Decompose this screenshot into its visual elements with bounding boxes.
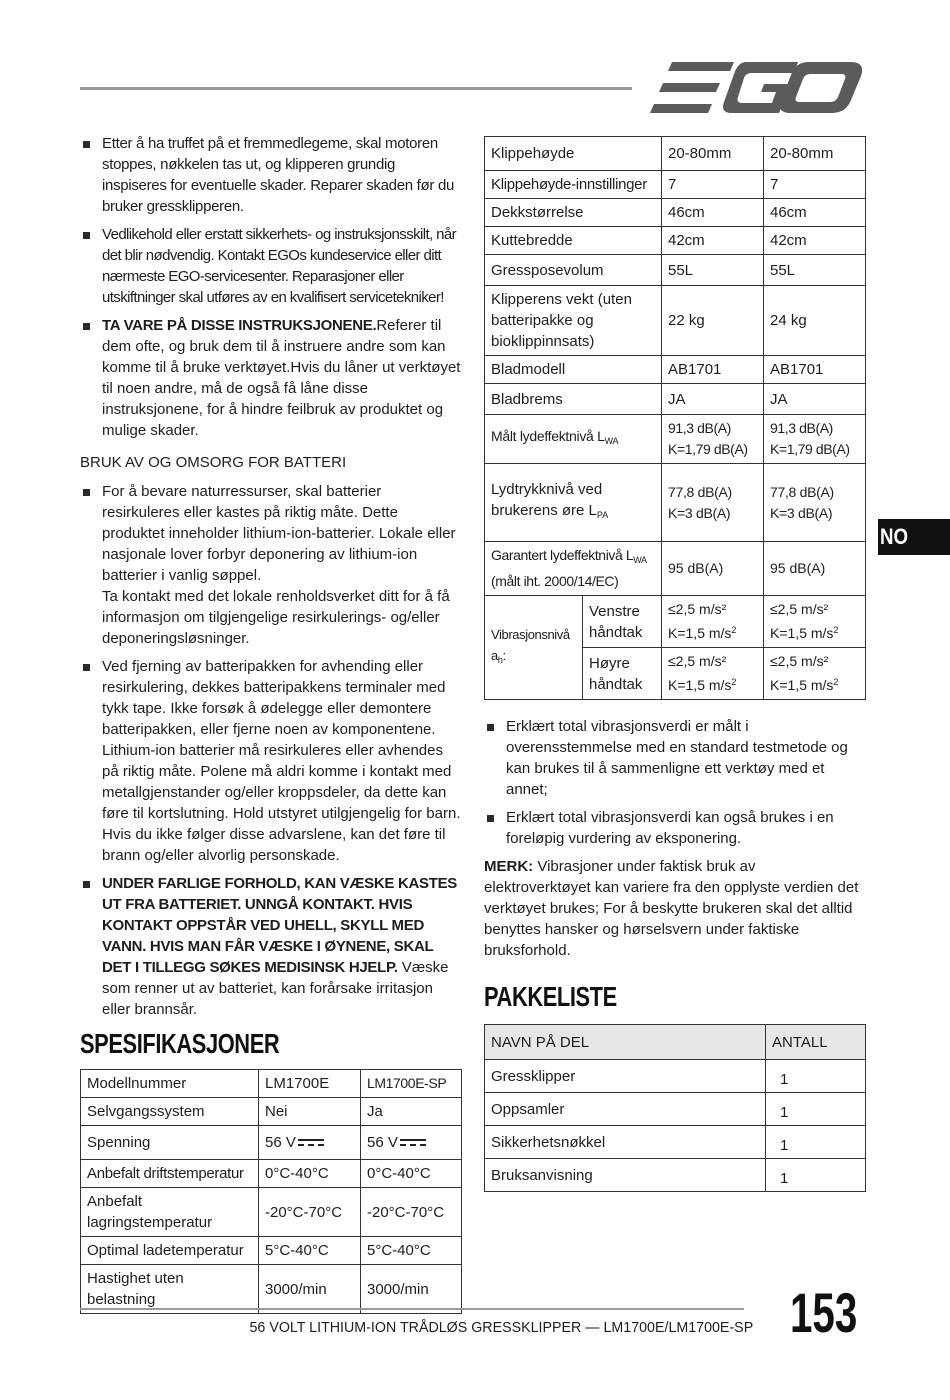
list-item — [80, 133, 462, 217]
list-item — [80, 315, 462, 441]
list-item — [80, 481, 462, 649]
spec-value-a: LM1700E — [259, 1070, 361, 1098]
spec-value-a — [662, 415, 764, 464]
spec-label: Klipperens vekt (uten batteripakke og bioklippinnsats) — [485, 286, 662, 356]
dc-symbol-icon — [298, 1138, 324, 1148]
spec-label: Gressposevolum — [485, 255, 662, 286]
value-line: K=1,5 m/s — [668, 625, 732, 641]
bullet-body: Væske som renner ut av batteriet, kan forårsake irritasjon eller brannsår. — [102, 959, 449, 1018]
spec-label: Selvgangssystem — [81, 1098, 259, 1126]
bullet-square-icon — [83, 141, 90, 148]
bullet-text: Erklært total vibrasjonsverdi kan også brukes i en foreløpig vurdering av eksponering. — [506, 809, 834, 847]
spec-value-b: Ja — [361, 1098, 462, 1126]
spec-label: Klippehøyde — [485, 137, 662, 171]
spec-label — [485, 542, 662, 596]
value-line: K=1,5 m/s — [668, 677, 732, 693]
spec-value-b — [764, 596, 866, 648]
ego-logo — [650, 62, 864, 114]
vibration-sublabel: Venstre håndtak — [583, 596, 662, 648]
spec-value-b: -20°C-70°C — [361, 1188, 462, 1237]
table-row — [485, 1159, 866, 1192]
value-line: 77,8 dB(A) — [668, 483, 732, 500]
spec-value-b: 46cm — [764, 199, 866, 227]
spec-value-a: 55L — [662, 255, 764, 286]
bullet-body: For å bevare naturressurser, skal batterier resirkuleres eller kastes på riktig måte. Dette produktet inneholder lithium-ion-batterier. Lokale eller nasjonale lover forbyr deponering av lithium-ion batterier i vanlig søppel. — [102, 483, 456, 584]
spec-value-a: 7 — [662, 171, 764, 199]
part-qty: 1 — [766, 1093, 866, 1126]
spec-value-b — [361, 1126, 462, 1160]
superscript: 2 — [833, 625, 839, 635]
spec-value-b — [764, 648, 866, 700]
spec-value-a: 3000/min — [259, 1265, 361, 1314]
spec-label: Dekkstørrelse — [485, 199, 662, 227]
value-line: K=3 dB(A) — [668, 504, 731, 521]
bullet-body: Referer til dem ofte, og bruk dem til å instruere andre som kan komme til å bruke verktøyet.Hvis du låner ut verktøyet til noen andre, må de også få låne disse instruksjonene, for å hindre feilbruk av produktet og mulige skader. — [102, 317, 461, 439]
spec-value-b — [764, 464, 866, 542]
spec-value-a: AB1701 — [662, 356, 764, 384]
value-line: ≤2,5 m/s² — [668, 601, 727, 617]
spec-label: Optimal ladetemperatur — [81, 1237, 259, 1265]
bullet-square-icon — [487, 815, 494, 822]
table-row — [485, 137, 866, 171]
spec-label: Anbefalt driftstemperatur — [81, 1160, 259, 1188]
bullet-text: Ved fjerning av batteripakken for avhending eller resirkulering, dekkes batteripakkens terminaler med tykk tape. Ikke forsøk å ødelegge eller demontere batteripakken, eller fjerne noen av komponentene. Lithium-ion batterier må resirkuleres eller avhendes på riktig måte. Polene må aldri komme i kontakt med metallgjenstander og/eller kroppsdeler, da dette kan føre til kortslutning. Hold utstyret utilgjengelig for barn. Hvis du ikke følger disse advarslene, kan det føre til brann og/eller alvorlig personskade. — [102, 658, 461, 864]
table-row — [485, 227, 866, 255]
note-text: Vibrasjoner under faktisk bruk av elektroverktøyet kan variere fra den opplyste verdien det verktøyet brukes; For å beskytte brukeren skal det alltid benyttes hansker og hørselsvern under faktiske bruksforhold. — [484, 858, 859, 959]
language-tab-label: NO — [880, 524, 909, 549]
list-item — [80, 873, 462, 1020]
bullet-square-icon — [83, 881, 90, 888]
spec-value-a: -20°C-70°C — [259, 1188, 361, 1237]
spec-value-b: 42cm — [764, 227, 866, 255]
part-qty: 1 — [766, 1159, 866, 1192]
label-text: Vibrasjonsnivå a — [491, 627, 570, 663]
spec-value-a: 42cm — [662, 227, 764, 255]
spec-title: SPESIFIKASJONER — [80, 1028, 280, 1059]
column-header: NAVN PÅ DEL — [485, 1025, 766, 1060]
language-tab — [878, 519, 950, 555]
table-row — [485, 415, 866, 464]
bullet-text: Etter å ha truffet på et fremmedlegeme, skal motoren stoppes, nøkkelen tas ut, og klipperen grundig inspiseres for eventuelle skader. Reparer skaden før du bruker gressklipperen. — [102, 135, 455, 215]
table-row — [485, 356, 866, 384]
spec-value-b: 24 kg — [764, 286, 866, 356]
pack-title: PAKKELISTE — [484, 981, 617, 1012]
part-qty: 1 — [766, 1126, 866, 1159]
table-row — [81, 1160, 462, 1188]
table-row — [485, 255, 866, 286]
spec-value-a — [662, 464, 764, 542]
table-row — [485, 596, 866, 648]
table-row — [485, 286, 866, 356]
value-line: 91,3 dB(A) — [770, 420, 833, 436]
label-text: Lydtrykknivå ved — [491, 481, 603, 498]
note-label: MERK: — [484, 858, 534, 875]
vibration-sublabel: Høyre håndtak — [583, 648, 662, 700]
spec-value-b: JA — [764, 384, 866, 415]
list-item — [80, 224, 462, 308]
superscript: 2 — [833, 677, 839, 687]
spec-value-a — [662, 596, 764, 648]
label-text: Målt lydeffektnivå L — [491, 428, 605, 444]
page-number — [790, 1283, 866, 1343]
bold-lead: TA VARE PÅ DISSE INSTRUKSJONENE. — [102, 317, 377, 334]
spec-label: Bladbrems — [485, 384, 662, 415]
spec-value-a: 22 kg — [662, 286, 764, 356]
spec-label — [485, 415, 662, 464]
bullet-text: Vedlikehold eller erstatt sikkerhets- og instruksjonsskilt, når det blir nødvendig. Kontakt EGOs kundeservice eller ditt nærmeste EGO-servicesenter. Reparasjoner eller utskiftninger skal utføres av en kvalifisert servicetekniker! — [102, 226, 457, 306]
spec-value-b: 55L — [764, 255, 866, 286]
spec-label: Modellnummer — [81, 1070, 259, 1098]
part-name: Bruksanvisning — [485, 1159, 766, 1192]
label-text: brukerens øre L — [491, 502, 597, 519]
footer-text — [223, 1319, 754, 1336]
spec-value-b: LM1700E-SP — [361, 1070, 462, 1098]
list-item — [80, 656, 462, 866]
bullet-square-icon — [487, 724, 494, 731]
table-row — [81, 1126, 462, 1160]
spec-value-a: JA — [662, 384, 764, 415]
label-text: Garantert lydeffektnivå L — [491, 547, 634, 563]
value-line: K=1,79 dB(A) — [770, 441, 850, 457]
spec-table-right — [484, 136, 866, 700]
value-line: K=1,5 m/s — [770, 677, 834, 693]
spec-value-b: 20-80mm — [764, 137, 866, 171]
spec-label: Spenning — [81, 1126, 259, 1160]
spec-table-left — [80, 1069, 462, 1314]
voltage-text: 56 V — [367, 1134, 398, 1151]
spec-value-b: 5°C-40°C — [361, 1237, 462, 1265]
spec-value-a: 0°C-40°C — [259, 1160, 361, 1188]
bullet-body-2: Ta kontakt med det lokale renholdsverket ditt for å få informasjon om tilgjengelige resirkulerings- og/eller deponeringsløsninger. — [102, 588, 450, 647]
bullet-square-icon — [83, 664, 90, 671]
value-line: K=3 dB(A) — [770, 504, 833, 521]
label-text: (målt iht. 2000/14/EC) — [491, 573, 619, 589]
spec-value-b: 95 dB(A) — [764, 542, 866, 596]
header-rule — [80, 87, 632, 90]
part-name: Oppsamler — [485, 1093, 766, 1126]
vibration-label — [485, 596, 583, 700]
value-line: K=1,5 m/s — [770, 625, 834, 641]
table-row — [81, 1098, 462, 1126]
table-row — [485, 1060, 866, 1093]
voltage-text: 56 V — [265, 1134, 296, 1151]
bullet-square-icon — [83, 489, 90, 496]
spec-label: Hastighet uten belastning — [81, 1265, 259, 1314]
value-line: ≤2,5 m/s² — [770, 601, 829, 617]
table-row — [81, 1265, 462, 1314]
value-line: 91,3 dB(A) — [668, 420, 731, 436]
spec-value-b — [764, 415, 866, 464]
table-row — [485, 464, 866, 542]
subscript: WA — [633, 555, 647, 565]
table-row — [485, 1126, 866, 1159]
table-row — [81, 1237, 462, 1265]
column-header: ANTALL — [766, 1025, 866, 1060]
spec-value-a: 95 dB(A) — [662, 542, 764, 596]
spec-label — [485, 464, 662, 542]
table-row — [485, 384, 866, 415]
bullet-text — [102, 481, 462, 649]
footer-rule — [80, 1308, 744, 1310]
table-row — [485, 171, 866, 199]
spec-label: Bladmodell — [485, 356, 662, 384]
spec-value-a: 5°C-40°C — [259, 1237, 361, 1265]
label-colon: : — [502, 648, 506, 663]
spec-value-a: 46cm — [662, 199, 764, 227]
subscript: WA — [604, 436, 619, 446]
list-item — [484, 716, 866, 800]
table-row — [81, 1070, 462, 1098]
subscript: PA — [596, 510, 609, 520]
table-row — [81, 1188, 462, 1237]
value-line: 77,8 dB(A) — [770, 483, 834, 500]
part-qty: 1 — [766, 1060, 866, 1093]
spec-label: Anbefalt lagringstemperatur — [81, 1188, 259, 1237]
spec-label: Klippehøyde-innstillinger — [485, 171, 662, 199]
part-name: Gressklipper — [485, 1060, 766, 1093]
part-name: Sikkerhetsnøkkel — [485, 1126, 766, 1159]
pack-table — [484, 1024, 866, 1192]
note — [484, 856, 866, 961]
spec-label: Kuttebredde — [485, 227, 662, 255]
spec-value-b: 0°C-40°C — [361, 1160, 462, 1188]
subscript: h — [497, 655, 503, 665]
list-item — [484, 807, 866, 849]
spec-value-b: 3000/min — [361, 1265, 462, 1314]
spec-value-a: 20-80mm — [662, 137, 764, 171]
table-header-row — [485, 1025, 866, 1060]
value-line: ≤2,5 m/s² — [668, 653, 727, 669]
left-column — [80, 133, 462, 1314]
table-row — [485, 542, 866, 596]
right-column — [484, 136, 866, 1192]
bullet-square-icon — [83, 232, 90, 239]
bullet-text — [102, 315, 462, 441]
spec-value-a — [259, 1126, 361, 1160]
bold-warning: UNDER FARLIGE FORHOLD, KAN VÆSKE KASTES UT FRA BATTERIET. UNNGÅ KONTAKT. HVIS KONTAKT OPPSTÅR VED UHELL, SKYLL MED VANN. HVIS MAN FÅR VÆSKE I ØYNENE, SKAL DET I TILLEGG SØKES MEDISINSK HJELP. — [102, 875, 457, 976]
spec-value-b: AB1701 — [764, 356, 866, 384]
page-number-text: 153 — [790, 1281, 858, 1344]
battery-heading: BRUK AV OG OMSORG FOR BATTERI — [80, 454, 347, 471]
spec-value-a: Nei — [259, 1098, 361, 1126]
table-row — [485, 199, 866, 227]
superscript: 2 — [731, 677, 737, 687]
spec-value-a — [662, 648, 764, 700]
dc-symbol-icon — [400, 1138, 426, 1148]
bullet-square-icon — [83, 323, 90, 330]
footer-title: 56 VOLT LITHIUM-ION TRÅDLØS GRESSKLIPPER — LM1700E/LM1700E-SP — [249, 1319, 754, 1336]
bullet-text — [102, 873, 462, 1020]
spec-value-b: 7 — [764, 171, 866, 199]
table-row — [485, 1093, 866, 1126]
value-line: K=1,79 dB(A) — [668, 441, 748, 457]
bullet-text: Erklært total vibrasjonsverdi er målt i overensstemmelse med en standard testmetode og kan brukes til å sammenligne ett verktøy med et annet; — [506, 718, 848, 798]
superscript: 2 — [731, 625, 737, 635]
value-line: ≤2,5 m/s² — [770, 653, 829, 669]
